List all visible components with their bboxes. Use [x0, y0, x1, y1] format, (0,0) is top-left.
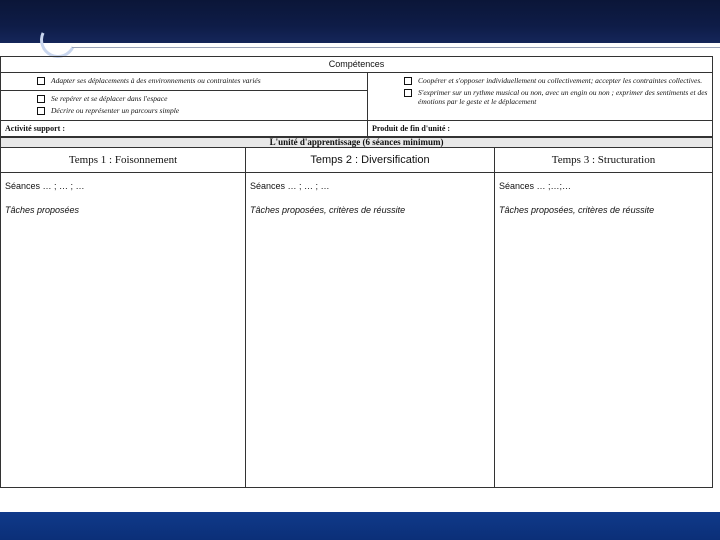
competence-text: Se repérer et se déplacer dans l'espace	[51, 94, 168, 103]
competence-text: Adapter ses déplacements à des environnements ou contraintes variés	[51, 76, 261, 85]
sessions-label: Séances … ; … ; …	[250, 181, 330, 191]
tasks-label: Tâches proposées, critères de réussite	[499, 205, 655, 215]
unit-table	[0, 137, 713, 488]
activity-support-label[interactable]: Activité support :	[1, 121, 368, 137]
sessions-label: Séances … ; … ; …	[5, 181, 85, 191]
checkbox-icon[interactable]	[37, 95, 45, 103]
tasks-label: Tâches proposées	[5, 205, 80, 215]
competence-item	[5, 76, 363, 85]
time-2-column[interactable]	[246, 173, 495, 488]
slide-top-band	[0, 0, 720, 43]
competence-item	[5, 106, 363, 115]
competences-title: Compétences	[1, 57, 713, 73]
lesson-plan-document	[0, 56, 712, 488]
competence-text: Coopérer et s'opposer individuellement ou collectivement; accepter les contraintes collectives.	[418, 76, 703, 85]
checkbox-icon[interactable]	[37, 77, 45, 85]
checkbox-icon[interactable]	[37, 107, 45, 115]
competence-item	[5, 94, 363, 103]
time-2-title: Temps 2 : Diversification	[246, 148, 495, 173]
competence-cell	[1, 91, 368, 121]
sessions-label: Séances … ;…;…	[499, 181, 572, 191]
competence-item	[372, 88, 708, 106]
checkbox-icon[interactable]	[404, 77, 412, 85]
time-1-column[interactable]	[1, 173, 246, 488]
competences-table	[0, 56, 713, 137]
time-1-title: Temps 1 : Foisonnement	[1, 148, 246, 173]
decorative-rule	[72, 47, 720, 48]
tasks-label: Tâches proposées, critères de réussite	[250, 205, 406, 215]
time-3-column[interactable]	[495, 173, 713, 488]
competence-text: S'exprimer sur un rythme musical ou non, avec un engin ou non ; exprimer des sentiments et des émotions par le geste et le déplacement	[418, 88, 708, 106]
slide-bottom-band	[0, 512, 720, 540]
unit-title: L'unité d'apprentissage (6 séances minimum)	[1, 138, 713, 148]
unit-product-label[interactable]: Produit de fin d'unité :	[368, 121, 713, 137]
competence-text: Décrire ou représenter un parcours simple	[51, 106, 180, 115]
competence-cell	[1, 73, 368, 91]
time-3-title: Temps 3 : Structuration	[495, 148, 713, 173]
competence-item	[372, 76, 708, 85]
competence-cell	[368, 73, 713, 121]
checkbox-icon[interactable]	[404, 89, 412, 97]
